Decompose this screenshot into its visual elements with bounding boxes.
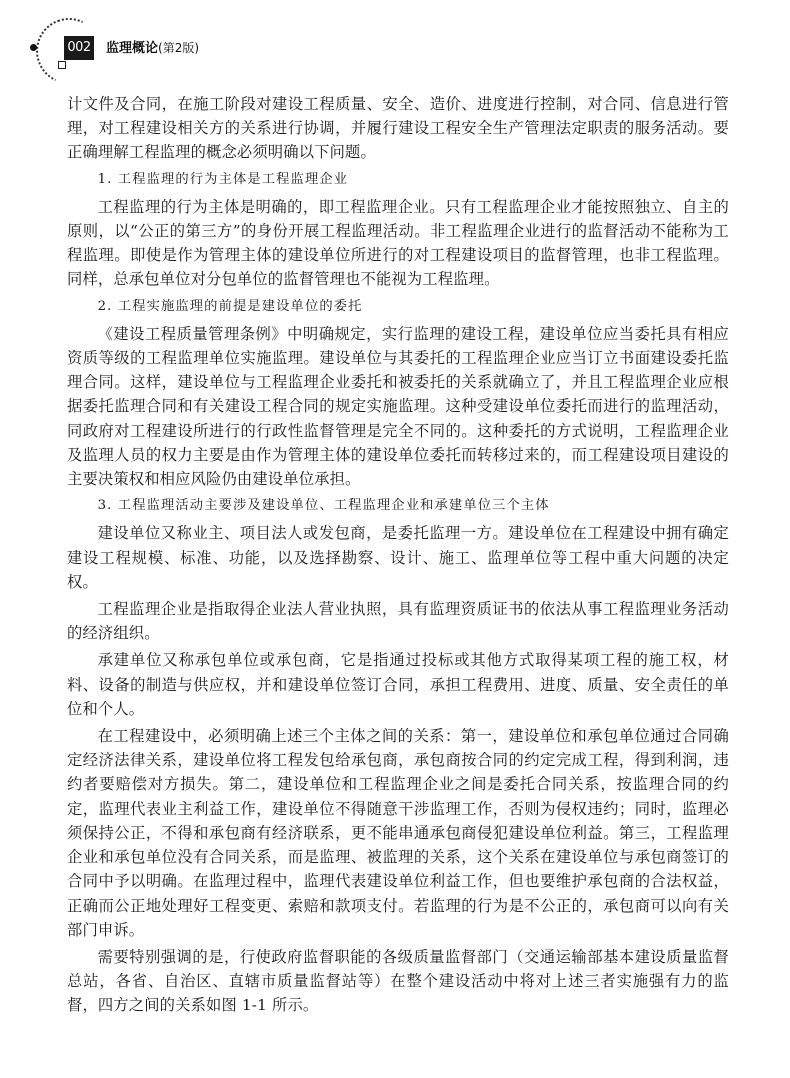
paragraph: 工程监理企业是指取得企业法人营业执照，具有监理资质证书的依法从事工程监理业务活动的经济组织。 <box>67 600 729 643</box>
paragraph: 计文件及合同，在施工阶段对建设工程质量、安全、造价、进度进行控制，对合同、信息进行管理，对工程建设相关方的关系进行协调，并履行建设工程安全生产管理法定职责的服务活动。要正确理解工程监理的概念必须明确以下问题。 <box>67 95 729 162</box>
edition-label: (第2版) <box>158 41 200 55</box>
section-heading: 1. 工程监理的行为主体是工程监理企业 <box>97 171 349 187</box>
running-title <box>106 37 199 56</box>
paragraph: 在工程建设中，必须明确上述三个主体之间的关系：第一，建设单位和承包单位通过合同确定经济法律关系，建设单位将工程发包给承包商，承包商按合同的约定完成工程，得到利润，违约者要赔偿对方损失。第二，建设单位和工程监理企业之间是委托合同关系，按监理合同的约定，监理代表业主利益工作，建设单位不得随意干涉监理工作，否则为侵权违约；同时，监理必须保持公正，不得和承包商有经济联系，更不能串通承包商侵犯建设单位利益。第三，工程监理企业和承包单位没有合同关系，而是监理、被监理的关系，这个关系在建设单位与承包商签订的合同中予以明确。在监理过程中，监理代表建设单位利益工作，但也要维护承包商的合法权益，正确而公正地处理好工程变更、索赔和款项支付。若监理的行为是不公正的，承包商可以向有关部门申诉。 <box>67 727 729 939</box>
page-header <box>0 0 790 90</box>
book-title: 监理概论 <box>106 41 159 56</box>
section-heading: 3. 工程监理活动主要涉及建设单位、工程监理企业和承建单位三个主体 <box>97 498 550 514</box>
section-heading: 2. 工程实施监理的前提是建设单位的委托 <box>97 298 363 314</box>
paragraph: 建设单位又称业主、项目法人或发包商，是委托监理一方。建设单位在工程建设中拥有确定建设工程规模、标准、功能，以及选择勘察、设计、施工、监理单位等工程中重大问题的决定权。 <box>67 524 729 591</box>
body-text <box>67 92 729 1018</box>
paragraph: 需要特别强调的是，行使政府监督职能的各级质量监督部门（交通运输部基本建设质量监督总站，各省、自治区、直辖市质量监督站等）在整个建设活动中将对上述三者实施强有力的监督，四方之间的关系如图 1-1 所示。 <box>67 947 729 1015</box>
paragraph: 工程监理的行为主体是明确的，即工程监理企业。只有工程监理企业才能按照独立、自主的原则，以“公正的第三方”的身份开展工程监理活动。非工程监理企业进行的监督活动不能称为工程监理。即使是作为管理主体的建设单位所进行的对工程建设项目的监督管理，也非工程监理。同样，总承包单位对分包单位的监督管理也不能视为工程监理。 <box>67 197 729 289</box>
decorative-square <box>58 61 66 69</box>
page-number: 002 <box>64 36 94 60</box>
paragraph: 承建单位又称承包单位或承包商，它是指通过投标或其他方式取得某项工程的施工权，材料、设备的制造与供应权，并和建设单位签订合同，承担工程费用、进度、质量、安全责任的单位和个人。 <box>67 651 729 718</box>
decorative-dot <box>30 44 37 51</box>
paragraph: 《建设工程质量管理条例》中明确规定，实行监理的建设工程，建设单位应当委托具有相应资质等级的工程监理单位实施监理。建设单位与其委托的工程监理企业应当订立书面建设委托监理合同。这样，建设单位与工程监理企业委托和被委托的关系就确立了，并且工程监理企业应根据委托监理合同和有关建设工程合同的规定实施监理。这种受建设单位委托而进行的监理活动，同政府对工程建设所进行的行政性监督管理是完全不同的。这种委托的方式说明，工程监理企业及监理人员的权力主要是由作为管理主体的建设单位委托而转移过来的，而工程建设项目建设的主要决策权和相应风险仍由建设单位承担。 <box>67 324 729 489</box>
